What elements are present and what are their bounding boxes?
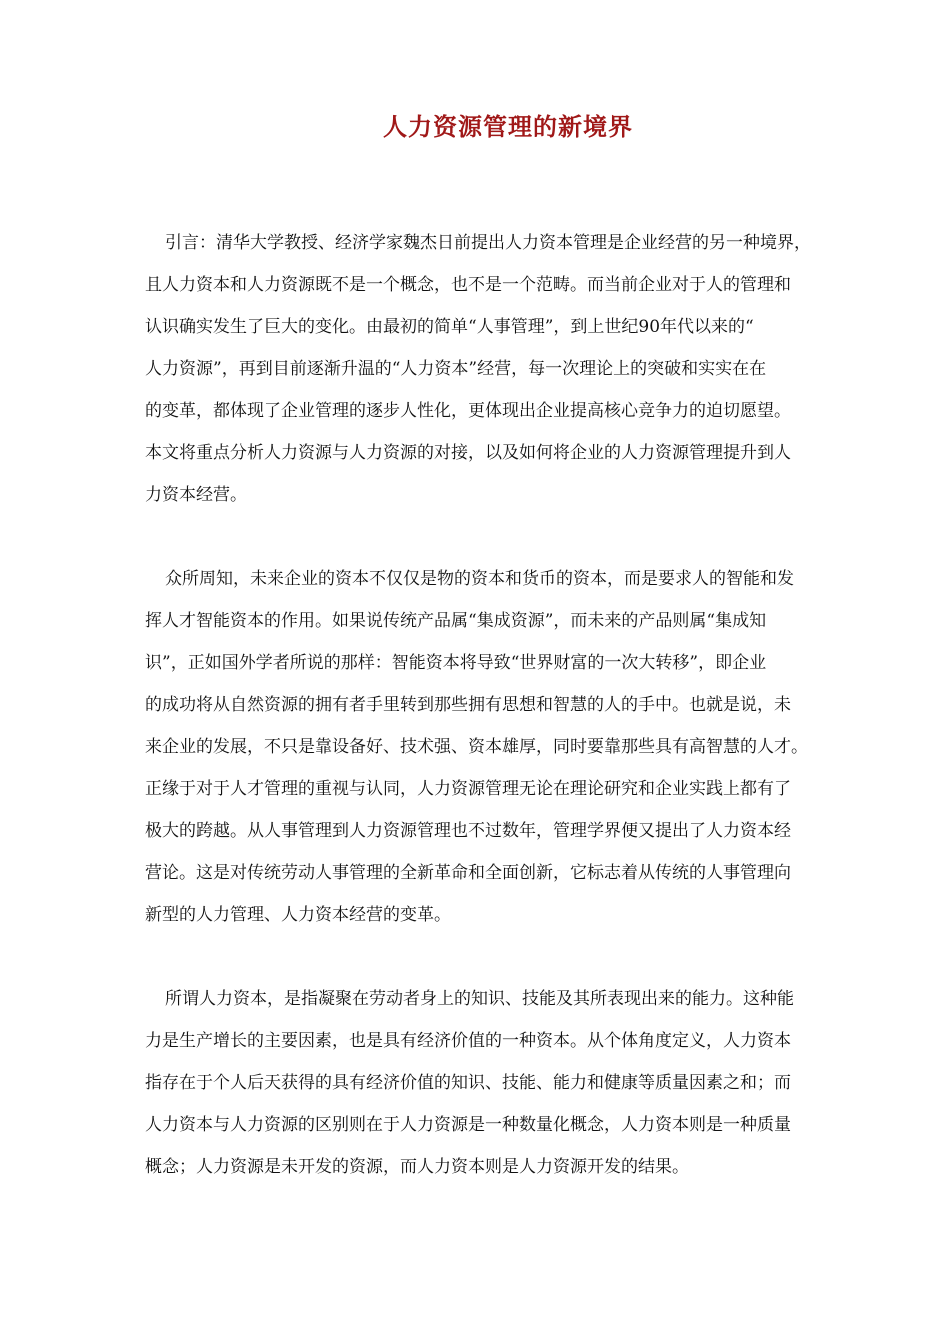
paragraph-3 [145, 978, 885, 1188]
text-line: 认识确实发生了巨大的变化。由最初的简单“人事管理”，到上世纪90年代以来的“ [145, 317, 754, 337]
text-line: 引言：清华大学教授、经济学家魏杰日前提出人力资本管理是企业经营的另一种境界， [165, 233, 811, 253]
text-line: 识”，正如国外学者所说的那样：智能资本将导致“世界财富的一次大转移”，即企业 [145, 653, 767, 673]
text-line: 来企业的发展，不只是靠设备好、技术强、资本雄厚，同时要靠那些具有高智慧的人才。 [145, 737, 808, 757]
document-body [145, 222, 885, 1230]
text-line: 人力资本与人力资源的区别则在于人力资源是一种数量化概念，人力资本则是一种质量 [145, 1115, 791, 1135]
document-title: 人力资源管理的新境界 [383, 112, 633, 141]
text-line: 本文将重点分析人力资源与人力资源的对接，以及如何将企业的人力资源管理提升到人 [145, 443, 791, 463]
paragraph-2 [145, 558, 885, 936]
text-line: 所谓人力资本，是指凝聚在劳动者身上的知识、技能及其所表现出来的能力。这种能 [165, 989, 794, 1009]
text-line: 的成功将从自然资源的拥有者手里转到那些拥有思想和智慧的人的手中。也就是说，未 [145, 695, 791, 715]
text-line: 概念；人力资源是未开发的资源，而人力资本则是人力资源开发的结果。 [145, 1157, 689, 1177]
text-line: 新型的人力管理、人力资本经营的变革。 [145, 905, 451, 925]
text-line: 营论。这是对传统劳动人事管理的全新革命和全面创新，它标志着从传统的人事管理向 [145, 863, 791, 883]
text-line: 极大的跨越。从人事管理到人力资源管理也不过数年，管理学界便又提出了人力资本经 [145, 821, 791, 841]
text-line: 力是生产增长的主要因素，也是具有经济价值的一种资本。从个体角度定义，人力资本 [145, 1031, 791, 1051]
text-line: 挥人才智能资本的作用。如果说传统产品属“集成资源”，而未来的产品则属“集成知 [145, 611, 767, 631]
text-line: 人力资源”，再到目前逐渐升温的“人力资本”经营，每一次理论上的突破和实实在在 [145, 359, 767, 379]
text-line: 的变革，都体现了企业管理的逐步人性化，更体现出企业提高核心竞争力的迫切愿望。 [145, 401, 791, 421]
text-line: 指存在于个人后天获得的具有经济价值的知识、技能、能力和健康等质量因素之和；而 [145, 1073, 791, 1093]
paragraph-introduction [145, 222, 885, 516]
text-line: 众所周知，未来企业的资本不仅仅是物的资本和货币的资本，而是要求人的智能和发 [165, 569, 794, 589]
text-line: 力资本经营。 [145, 485, 247, 505]
text-line: 且人力资本和人力资源既不是一个概念，也不是一个范畴。而当前企业对于人的管理和 [145, 275, 791, 295]
text-line: 正缘于对于人才管理的重视与认同，人力资源管理无论在理论研究和企业实践上都有了 [145, 779, 791, 799]
